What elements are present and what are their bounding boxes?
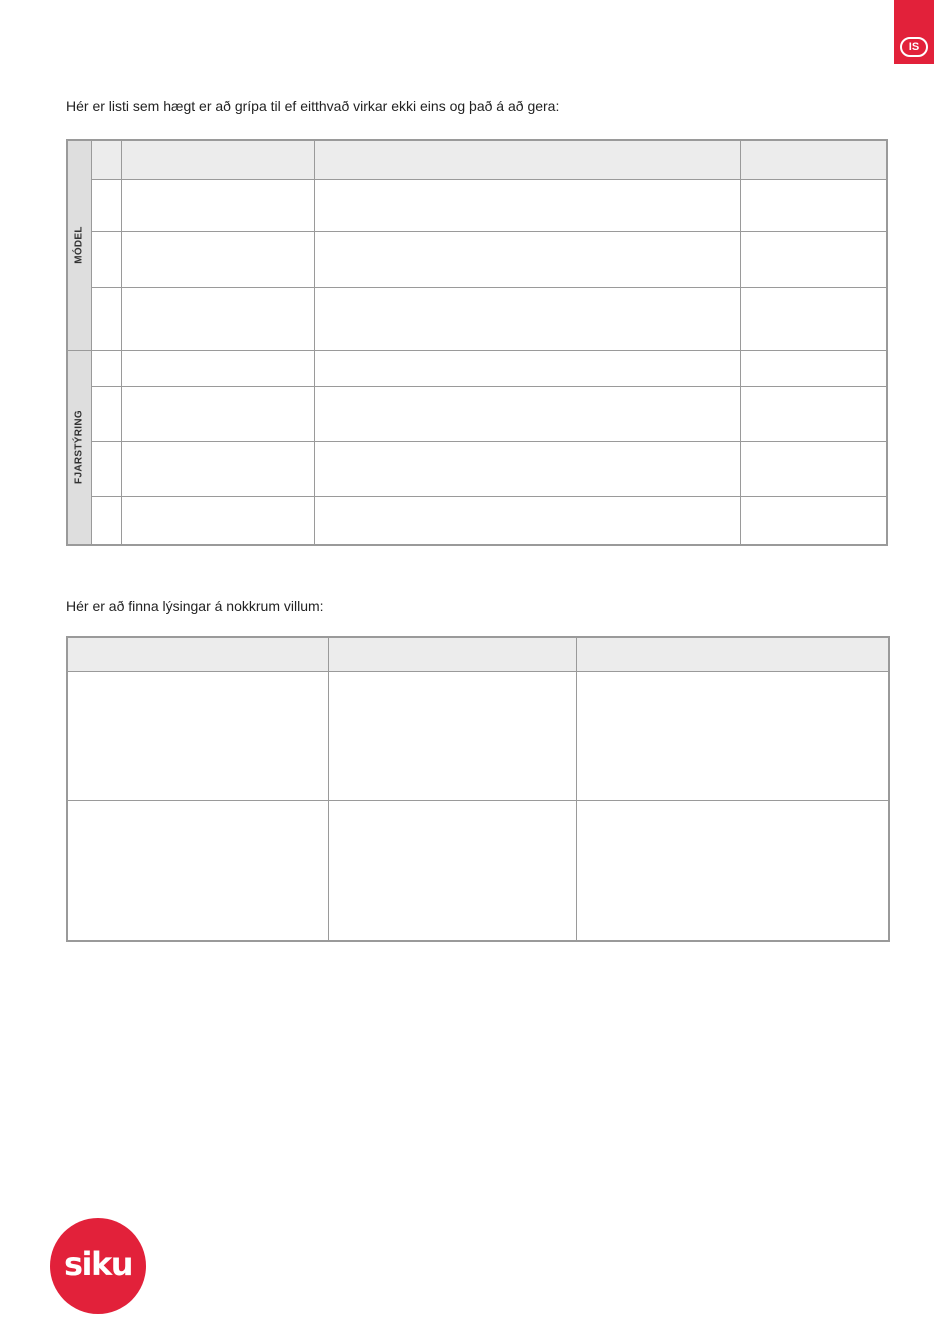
language-badge: IS [900, 37, 928, 57]
remote-section-label: FJARSTÝRING [67, 350, 91, 545]
troubleshooting-table [66, 139, 888, 546]
error-description-table [66, 636, 890, 942]
troubleshoot-intro: Hér er listi sem hægt er að grípa til ef eitthvað virkar ekki eins og það á að gera: [66, 98, 560, 114]
table-header-cell [314, 140, 740, 179]
errors-intro: Hér er að finna lýsingar á nokkrum villum: [66, 598, 324, 614]
table-header-cell [91, 140, 121, 179]
table-row [67, 386, 887, 441]
table-row [67, 350, 887, 386]
table-row [67, 287, 887, 350]
table-row [67, 231, 887, 287]
table-row [67, 441, 887, 496]
table-row [67, 179, 887, 231]
table-header-cell [740, 140, 887, 179]
table-header-cell [67, 637, 328, 671]
table-row [67, 671, 889, 800]
table-header-cell [576, 637, 889, 671]
table-header-cell [121, 140, 314, 179]
siku-logo: siku [50, 1218, 146, 1314]
table-row [67, 800, 889, 941]
language-tab [894, 0, 934, 64]
table-row [67, 496, 887, 545]
model-section-label: MÓDEL [67, 140, 91, 350]
table-header-row [67, 637, 889, 671]
table-header-cell [328, 637, 576, 671]
